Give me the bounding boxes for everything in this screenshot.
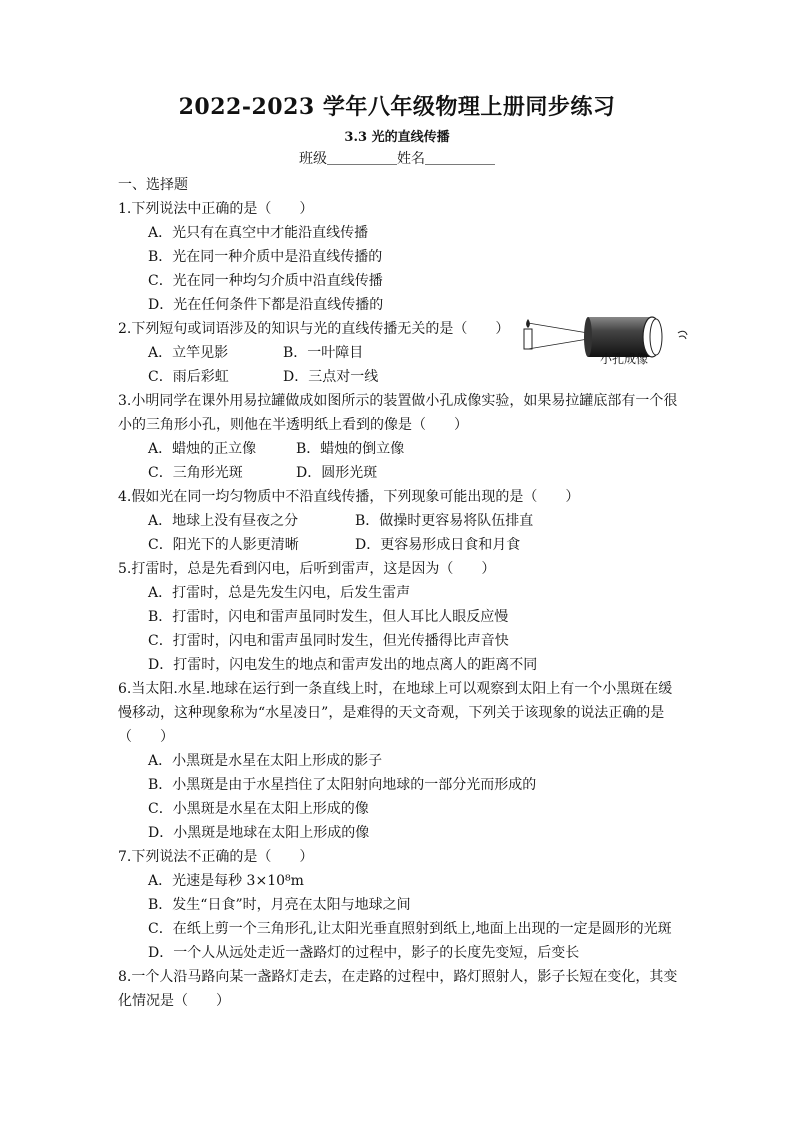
section-heading: 一、选择题 xyxy=(118,177,188,193)
question-6-option-b: B．小黑斑是由于水星挡住了太阳射向地球的一部分光而形成的 xyxy=(148,777,537,793)
question-3-stem-line-2: 小的三角形小孔，则他在半透明纸上看到的像是（ ） xyxy=(118,417,468,433)
question-5-option-a: A．打雷时，总是先发生闪电，后发生雷声 xyxy=(148,585,411,601)
question-2-option-c: C．雨后彩虹 xyxy=(148,369,229,385)
question-3-option-a: A．蜡烛的正立像 xyxy=(148,441,257,457)
question-1-option-c: C．光在同一种均匀介质中沿直线传播 xyxy=(148,273,383,289)
question-2-option-a: A．立竿见影 xyxy=(148,345,229,361)
question-6-stem-line-2: 慢移动，这种现象称为“水星凌日”，是难得的天文奇观，下列关于该现象的说法正确的是 xyxy=(118,705,665,721)
question-2-stem: 2.下列短句或词语涉及的知识与光的直线传播无关的是（ ） xyxy=(118,321,510,337)
question-1-option-d: D．光在任何条件下都是沿直线传播的 xyxy=(148,297,384,313)
question-3-option-b: B．蜡烛的倒立像 xyxy=(296,441,405,457)
question-1-stem: 1.下列说法中正确的是（ ） xyxy=(118,201,314,217)
question-6-option-d: D．小黑斑是地球在太阳上形成的像 xyxy=(148,825,370,841)
question-5-stem: 5.打雷时，总是先看到闪电，后听到雷声，这是因为（ ） xyxy=(118,561,496,577)
question-4-option-c: C．阳光下的人影更清晰 xyxy=(148,537,299,553)
question-7-stem: 7.下列说法不正确的是（ ） xyxy=(118,849,314,865)
question-6-option-c: C．小黑斑是水星在太阳上形成的像 xyxy=(148,801,369,817)
question-6-stem-line-3: （ ） xyxy=(118,729,174,745)
question-8-stem-line-2: 化情况是（ ） xyxy=(118,993,230,1009)
class-name-line: 班级＿＿＿＿＿姓名＿＿＿＿＿ xyxy=(299,151,495,167)
question-7-option-c: C．在纸上剪一个三角形孔,让太阳光垂直照射到纸上,地面上出现的一定是圆形的光斑 xyxy=(148,921,672,937)
page-subtitle: 3.3 光的直线传播 xyxy=(344,130,450,145)
page-title: 2022-2023 学年八年级物理上册同步练习 xyxy=(178,94,616,120)
question-4-stem: 4.假如光在同一均匀物质中不沿直线传播，下列现象可能出现的是（ ） xyxy=(118,489,580,505)
question-3-option-d: D．圆形光斑 xyxy=(296,465,378,481)
question-3-option-c: C．三角形光斑 xyxy=(148,465,243,481)
question-2-option-d: D．三点对一线 xyxy=(283,369,379,385)
question-7-option-d: D．一个人从远处走近一盏路灯的过程中，影子的长度先变短，后变长 xyxy=(148,945,580,961)
light-ray-lines xyxy=(528,323,588,349)
question-5-option-b: B．打雷时，闪电和雷声虽同时发生，但人耳比人眼反应慢 xyxy=(148,609,509,625)
question-7-option-a: A．光速是每秒 3×10⁸m xyxy=(148,873,304,889)
question-4-option-a: A．地球上没有昼夜之分 xyxy=(148,513,299,529)
figure-caption: 小孔成像 xyxy=(600,352,649,366)
question-3-stem-line-1: 3.小明同学在课外用易拉罐做成如图所示的装置做小孔成像实验，如果易拉罐底部有一个很 xyxy=(118,393,678,409)
question-5-option-d: D．打雷时，闪电发生的地点和雷声发出的地点离人的距离不同 xyxy=(148,657,538,673)
question-7-option-b: B．发生“日食”时，月亮在太阳与地球之间 xyxy=(148,897,411,913)
question-5-option-c: C．打雷时，闪电和雷声虽同时发生，但光传播得比声音快 xyxy=(148,633,509,649)
question-6-stem-line-1: 6.当太阳.水星.地球在运行到一条直线上时，在地球上可以观察到太阳上有一个小黑斑在缓 xyxy=(118,681,673,697)
question-8-stem-line-1: 8.一个人沿马路向某一盏路灯走去，在走路的过程中，路灯照射人，影子长短在变化，其变 xyxy=(118,969,678,985)
question-6-option-a: A．小黑斑是水星在太阳上形成的影子 xyxy=(148,753,383,769)
eye-icon xyxy=(678,331,687,339)
question-4-option-d: D．更容易形成日食和月食 xyxy=(355,537,521,553)
question-1-option-a: A．光只有在真空中才能沿直线传播 xyxy=(148,225,369,241)
question-1-option-b: B．光在同一种介质中是沿直线传播的 xyxy=(148,249,383,265)
question-2-option-b: B．一叶障目 xyxy=(283,345,364,361)
question-4-option-b: B．做操时更容易将队伍排直 xyxy=(355,513,534,529)
